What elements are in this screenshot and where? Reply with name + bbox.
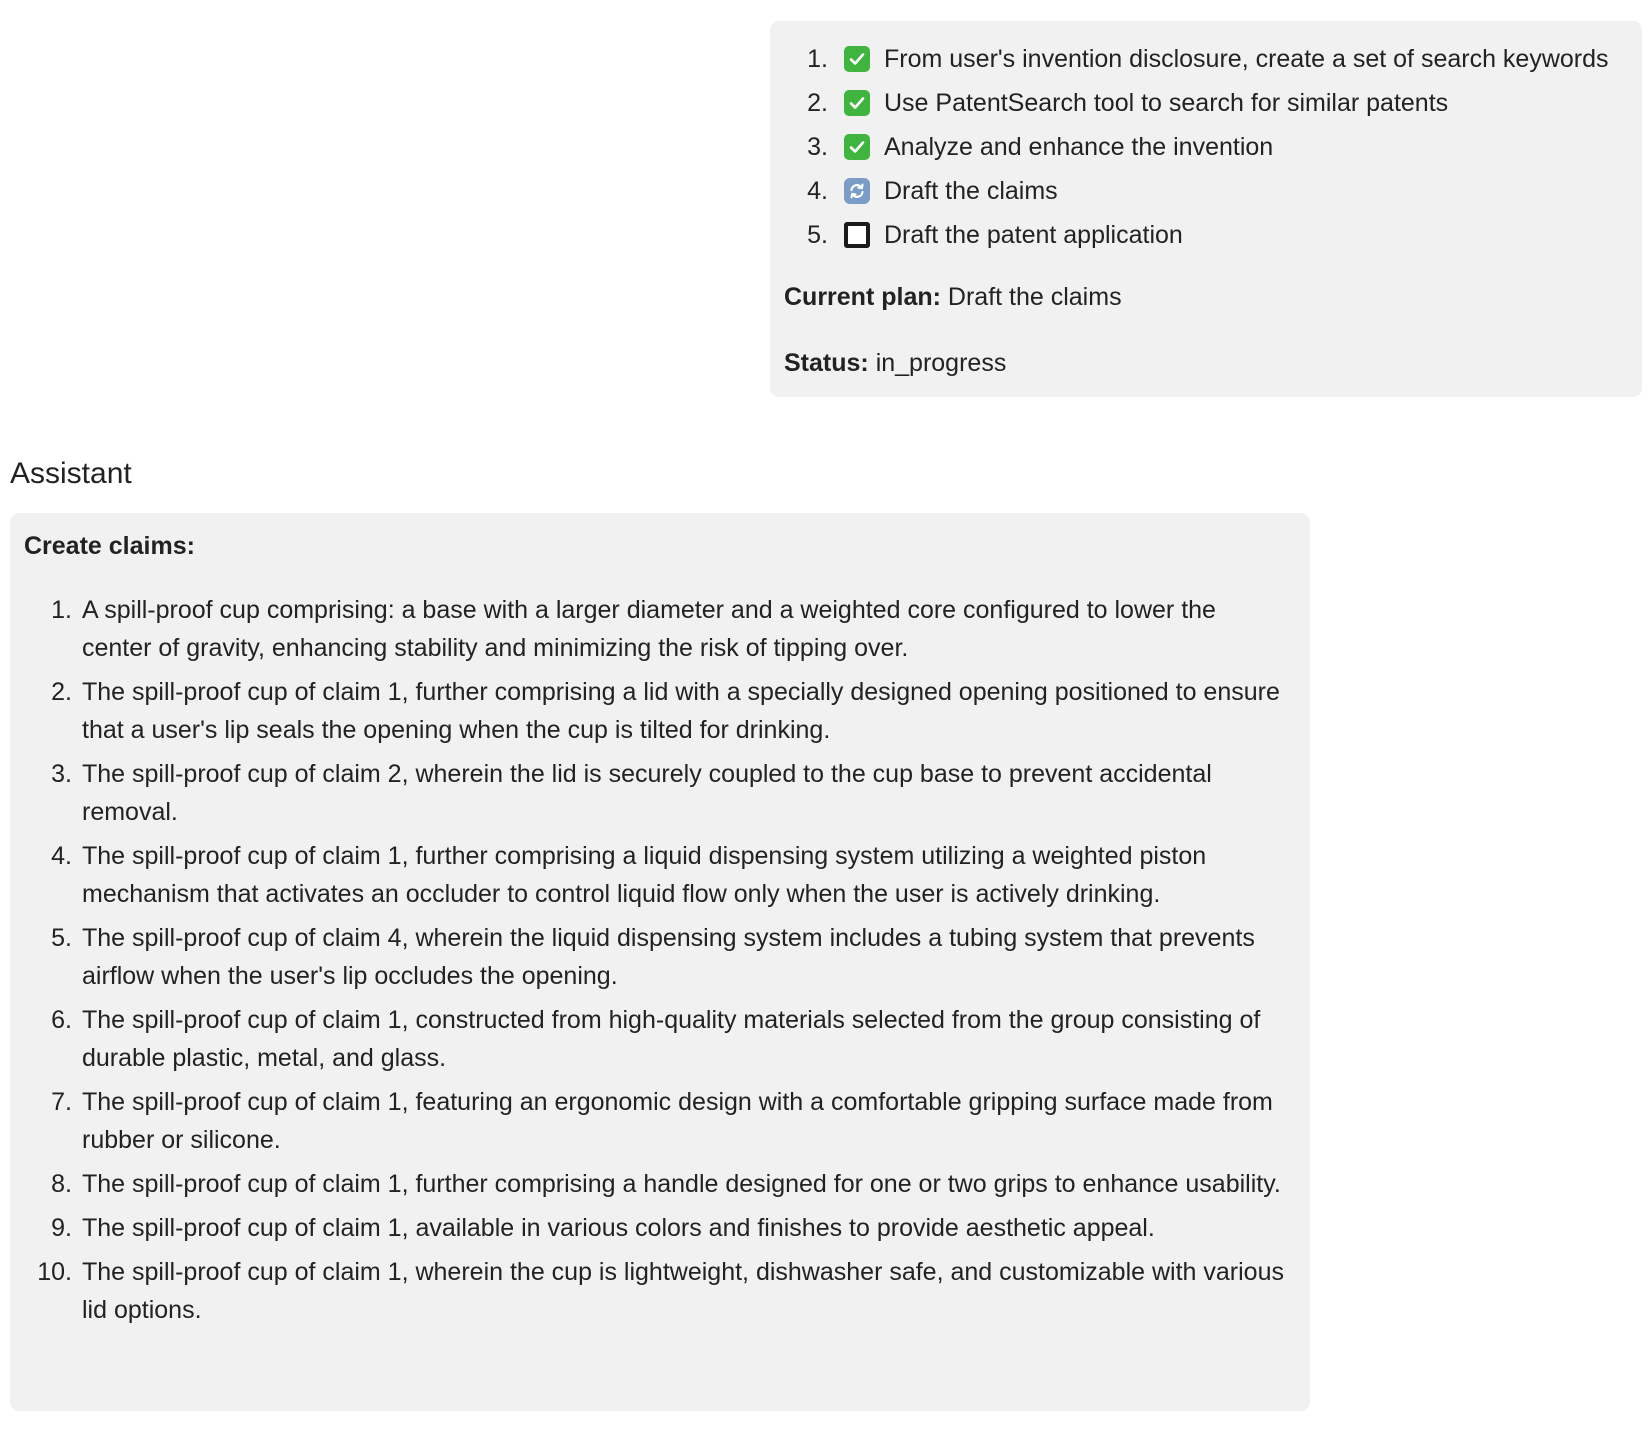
task-item-2 bbox=[784, 81, 1628, 125]
claim-item-6 bbox=[24, 1001, 1296, 1077]
claim-number: 10. bbox=[37, 1258, 72, 1286]
claim-item-8 bbox=[24, 1165, 1296, 1203]
status-label: Status: bbox=[784, 349, 869, 377]
refresh-icon bbox=[844, 178, 870, 204]
claim-text: The spill-proof cup of claim 1, further comprising a handle designed for one or two grips to enhance usability. bbox=[82, 1170, 1281, 1198]
claim-item-2 bbox=[24, 673, 1296, 749]
current-plan-label: Current plan: bbox=[784, 283, 941, 311]
task-number: 5. bbox=[807, 220, 828, 249]
task-label: Analyze and enhance the invention bbox=[884, 132, 1274, 161]
claim-text: The spill-proof cup of claim 2, wherein the lid is securely coupled to the cup base to prevent accidental removal. bbox=[82, 760, 1212, 826]
claim-item-5 bbox=[24, 919, 1296, 995]
task-number: 4. bbox=[807, 176, 828, 205]
assistant-message-bubble bbox=[10, 513, 1310, 1411]
current-plan-value: Draft the claims bbox=[947, 283, 1122, 311]
current-plan-line bbox=[784, 283, 1122, 312]
claim-text: The spill-proof cup of claim 1, constructed from high-quality materials selected from the group consisting of durable plastic, metal, and glass. bbox=[82, 1006, 1261, 1072]
claim-number: 8. bbox=[51, 1170, 72, 1198]
claim-number: 1. bbox=[51, 596, 72, 624]
check-mark-icon bbox=[844, 90, 870, 116]
check-mark-icon bbox=[844, 134, 870, 160]
claim-text: The spill-proof cup of claim 1, further comprising a lid with a specially designed opening positioned to ensure that a user's lip seals the opening when the cup is tilted for drinking. bbox=[82, 678, 1280, 744]
empty-checkbox-icon bbox=[844, 222, 870, 248]
check-mark-icon bbox=[844, 46, 870, 72]
claim-item-3 bbox=[24, 755, 1296, 831]
claim-text: The spill-proof cup of claim 1, further comprising a liquid dispensing system utilizing a weighted piston mechanism that activates an occluder to control liquid flow only when the user is actively drinking. bbox=[82, 842, 1207, 908]
assistant-sender-label: Assistant bbox=[10, 457, 132, 490]
claim-number: 9. bbox=[51, 1214, 72, 1242]
claim-text: The spill-proof cup of claim 1, featuring an ergonomic design with a comfortable gripping surface made from rubber or silicone. bbox=[82, 1088, 1273, 1154]
claim-number: 5. bbox=[51, 924, 72, 952]
claim-item-1 bbox=[24, 591, 1296, 667]
claims-list bbox=[24, 591, 1296, 1329]
claim-text: The spill-proof cup of claim 1, available in various colors and finishes to provide aesthetic appeal. bbox=[82, 1214, 1155, 1242]
claim-item-10 bbox=[24, 1253, 1296, 1329]
plan-message-bubble bbox=[770, 21, 1642, 397]
claim-number: 2. bbox=[51, 678, 72, 706]
claim-text: A spill-proof cup comprising: a base with a larger diameter and a weighted core configured to lower the center of gravity, enhancing stability and minimizing the risk of tipping over. bbox=[82, 596, 1216, 662]
task-item-3 bbox=[784, 125, 1628, 169]
status-line bbox=[784, 349, 1006, 378]
claim-text: The spill-proof cup of claim 4, wherein the liquid dispensing system includes a tubing system that prevents airflow when the user's lip occludes the opening. bbox=[82, 924, 1255, 990]
status-value: in_progress bbox=[875, 349, 1007, 377]
task-label: From user's invention disclosure, create a set of search keywords bbox=[884, 44, 1609, 73]
task-number: 2. bbox=[807, 88, 828, 117]
claim-number: 3. bbox=[51, 760, 72, 788]
task-item-5 bbox=[784, 213, 1628, 257]
claim-number: 7. bbox=[51, 1088, 72, 1116]
task-number: 1. bbox=[807, 44, 828, 73]
claim-item-9 bbox=[24, 1209, 1296, 1247]
claim-number: 6. bbox=[51, 1006, 72, 1034]
task-item-4 bbox=[784, 169, 1628, 213]
claims-heading: Create claims: bbox=[24, 532, 195, 560]
claim-text: The spill-proof cup of claim 1, wherein the cup is lightweight, dishwasher safe, and customizable with various lid options. bbox=[82, 1258, 1284, 1324]
task-number: 3. bbox=[807, 132, 828, 161]
claim-number: 4. bbox=[51, 842, 72, 870]
task-label: Use PatentSearch tool to search for similar patents bbox=[884, 88, 1449, 117]
task-label: Draft the claims bbox=[884, 176, 1058, 205]
task-list bbox=[784, 37, 1628, 257]
claim-item-4 bbox=[24, 837, 1296, 913]
task-item-1 bbox=[784, 37, 1628, 81]
task-label: Draft the patent application bbox=[884, 220, 1183, 249]
claim-item-7 bbox=[24, 1083, 1296, 1159]
